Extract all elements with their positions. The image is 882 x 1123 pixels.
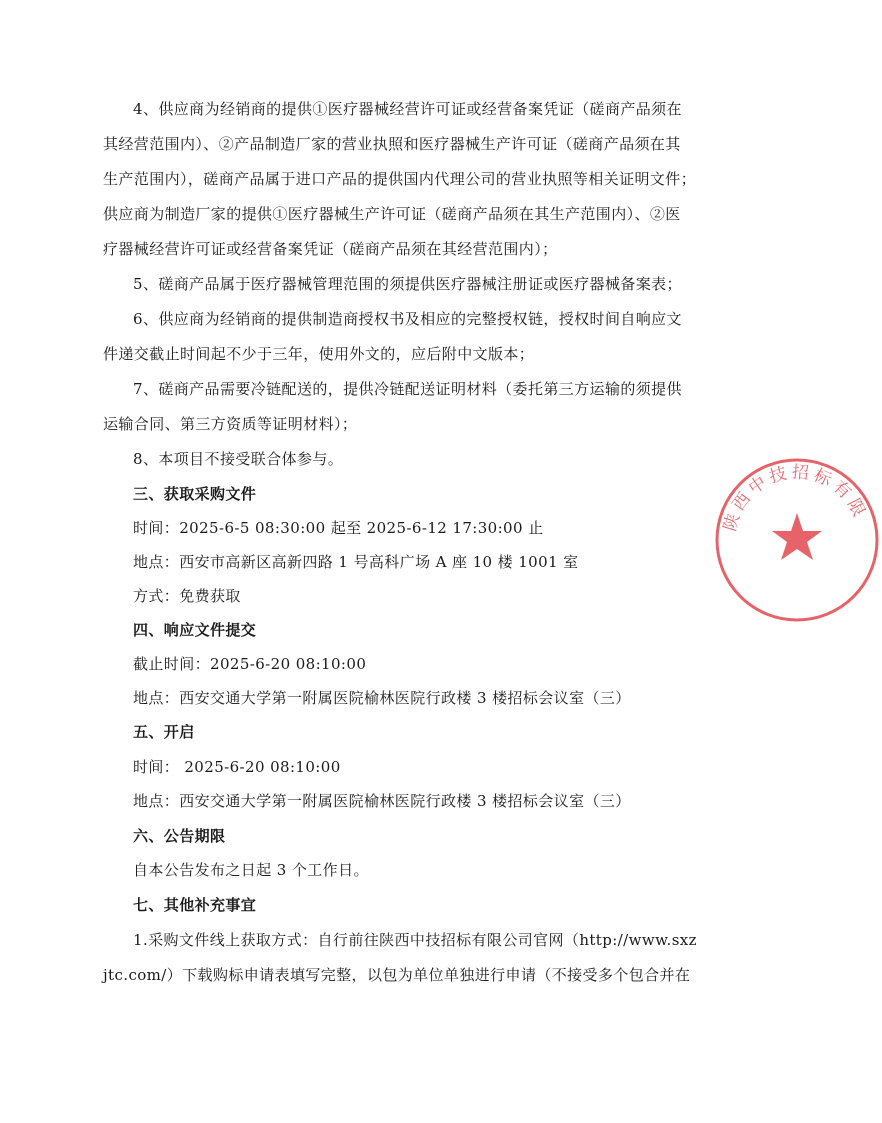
- paragraph-line: 方式：免费获取: [133, 587, 241, 605]
- section-heading: 三、获取采购文件: [133, 485, 257, 503]
- paragraph-line: 件递交截止时间起不少于三年，使用外文的，应后附中文版本；: [103, 345, 535, 363]
- paragraph-line: 5、磋商产品属于医疗器械管理范围的须提供医疗器械注册证或医疗器械备案表；: [133, 275, 682, 293]
- section-heading: 六、公告期限: [133, 827, 226, 845]
- paragraph-line: 1.采购文件线上获取方式：自行前往陕西中技招标有限公司官网（http://www.sxz: [133, 931, 697, 949]
- seal-text: 陕西中技招标有限: [720, 462, 871, 534]
- paragraph-line: 地点：西安交通大学第一附属医院榆林医院行政楼 3 楼招标会议室（三）: [133, 792, 631, 810]
- paragraph-line: 生产范围内），磋商产品属于进口产品的提供国内代理公司的营业执照等相关证明文件；: [103, 170, 697, 188]
- paragraph-line: 时间： 2025-6-20 08:10:00: [133, 758, 341, 776]
- paragraph-line: 运输合同、第三方资质等证明材料）；: [103, 415, 358, 433]
- star-icon: [772, 513, 822, 560]
- section-heading: 七、其他补充事宜: [133, 896, 257, 914]
- paragraph-line: 时间：2025-6-5 08:30:00 起至 2025-6-12 17:30:00 止: [133, 519, 544, 537]
- paragraph-line: 其经营范围内）、②产品制造厂家的营业执照和医疗器械生产许可证（磋商产品须在其: [103, 135, 681, 153]
- paragraph-line: 7、磋商产品需要冷链配送的，提供冷链配送证明材料（委托第三方运输的须提供: [133, 380, 682, 398]
- paragraph-line: jtc.com/）下载购标申请表填写完整，以包为单位单独进行申请（不接受多个包合并在: [103, 966, 691, 984]
- paragraph-line: 地点：西安市高新区高新四路 1 号高科广场 A 座 10 楼 1001 室: [133, 553, 579, 571]
- paragraph-line: 6、供应商为经销商的提供制造商授权书及相应的完整授权链，授权时间自响应文: [133, 310, 682, 328]
- paragraph-line: 8、本项目不接受联合体参与。: [133, 450, 344, 468]
- section-heading: 五、开启: [133, 723, 195, 741]
- paragraph-line: 地点：西安交通大学第一附属医院榆林医院行政楼 3 楼招标会议室（三）: [133, 689, 631, 707]
- section-heading: 四、响应文件提交: [133, 621, 257, 639]
- paragraph-line: 自本公告发布之日起 3 个工作日。: [133, 861, 369, 879]
- paragraph-line: 4、供应商为经销商的提供①医疗器械经营许可证或经营备案凭证（磋商产品须在: [133, 100, 682, 118]
- official-seal: [712, 455, 882, 625]
- paragraph-line: 截止时间：2025-6-20 08:10:00: [133, 655, 367, 673]
- paragraph-line: 供应商为制造厂家的提供①医疗器械生产许可证（磋商产品须在其生产范围内）、②医: [103, 205, 681, 223]
- paragraph-line: 疗器械经营许可证或经营备案凭证（磋商产品须在其经营范围内）；: [103, 240, 558, 258]
